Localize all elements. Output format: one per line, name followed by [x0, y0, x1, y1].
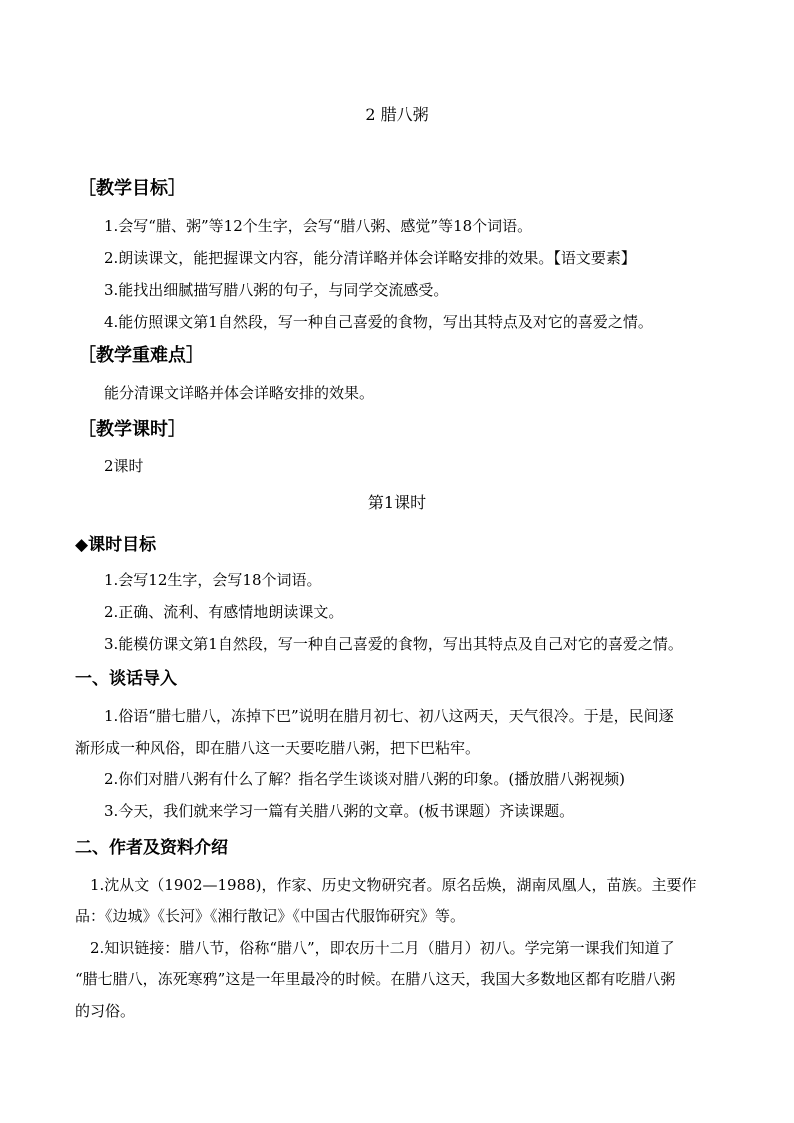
periods-heading: ［教学课时］: [78, 419, 186, 440]
section1-heading: 一、谈话导入: [75, 669, 177, 689]
section2-heading: 二、作者及资料介绍: [75, 838, 228, 858]
objectives-heading: ［教学目标］: [78, 178, 186, 199]
objective-item-1: 1.会写“腊、粥”等12个生字，会写“腊八粥、感觉”等18个词语。: [104, 217, 533, 235]
objective-item-2: 2.朗读课文，能把握课文内容，能分清详略并体会详略安排的效果。【语文要素】: [104, 249, 636, 267]
key-points-text: 能分清课文详略并体会详略安排的效果。: [104, 384, 375, 402]
period1-goal-1: 1.会写12生字，会写18个词语。: [104, 571, 322, 589]
objective-item-4: 4.能仿照课文第1自然段，写一种自己喜爱的食物，写出其特点及对它的喜爱之情。: [104, 313, 653, 331]
section1-p1-line2: 渐形成一种风俗，即在腊八这一天要吃腊八粥，把下巴粘牢。: [75, 739, 481, 757]
section1-p3: 3.今天，我们就来学习一篇有关腊八粥的文章。(板书课题）齐读课题。: [104, 802, 575, 820]
section2-p1-line2: 品：《边城》《长河》《湘行散记》《中国古代服饰研究》等。: [75, 907, 466, 925]
section2-p2-line1: 2.知识链接：腊八节，俗称“腊八”，即农历十二月（腊月）初八。学完第一课我们知道了: [90, 939, 675, 957]
periods-text: 2课时: [104, 457, 144, 475]
key-points-heading: ［教学重难点］: [78, 345, 204, 366]
section2-p1-line1: 1.沈从文（1902—1988)，作家、历史文物研究者。原名岳焕，湖南凤凰人，苗族。主要作: [90, 876, 697, 894]
period1-goal-3: 3.能模仿课文第1自然段，写一种自己喜爱的食物，写出其特点及自己对它的喜爱之情。: [104, 635, 683, 653]
period1-goal-2: 2.正确、流利、有感情地朗读课文。: [104, 603, 344, 621]
objective-item-3: 3.能找出细腻描写腊八粥的句子，与同学交流感受。: [104, 281, 449, 299]
section2-p2-line2: “腊七腊八，冻死寒鸦”这是一年里最冷的时候。在腊八这天，我国大多数地区都有吃腊八粥: [75, 970, 676, 988]
lesson-title: 2 腊八粥: [365, 105, 429, 124]
period1-title: 第1课时: [367, 493, 427, 512]
section1-p2: 2.你们对腊八粥有什么了解？指名学生谈谈对腊八粥的印象。(播放腊八粥视频): [104, 770, 626, 788]
section2-p2-line3: 的习俗。: [75, 1002, 136, 1020]
period1-goals-heading: ◆课时目标: [75, 535, 157, 555]
section1-p1-line1: 1.俗语“腊七腊八，冻掉下巴”说明在腊月初七、初八这两天，天气很冷。于是，民间逐: [104, 707, 674, 725]
